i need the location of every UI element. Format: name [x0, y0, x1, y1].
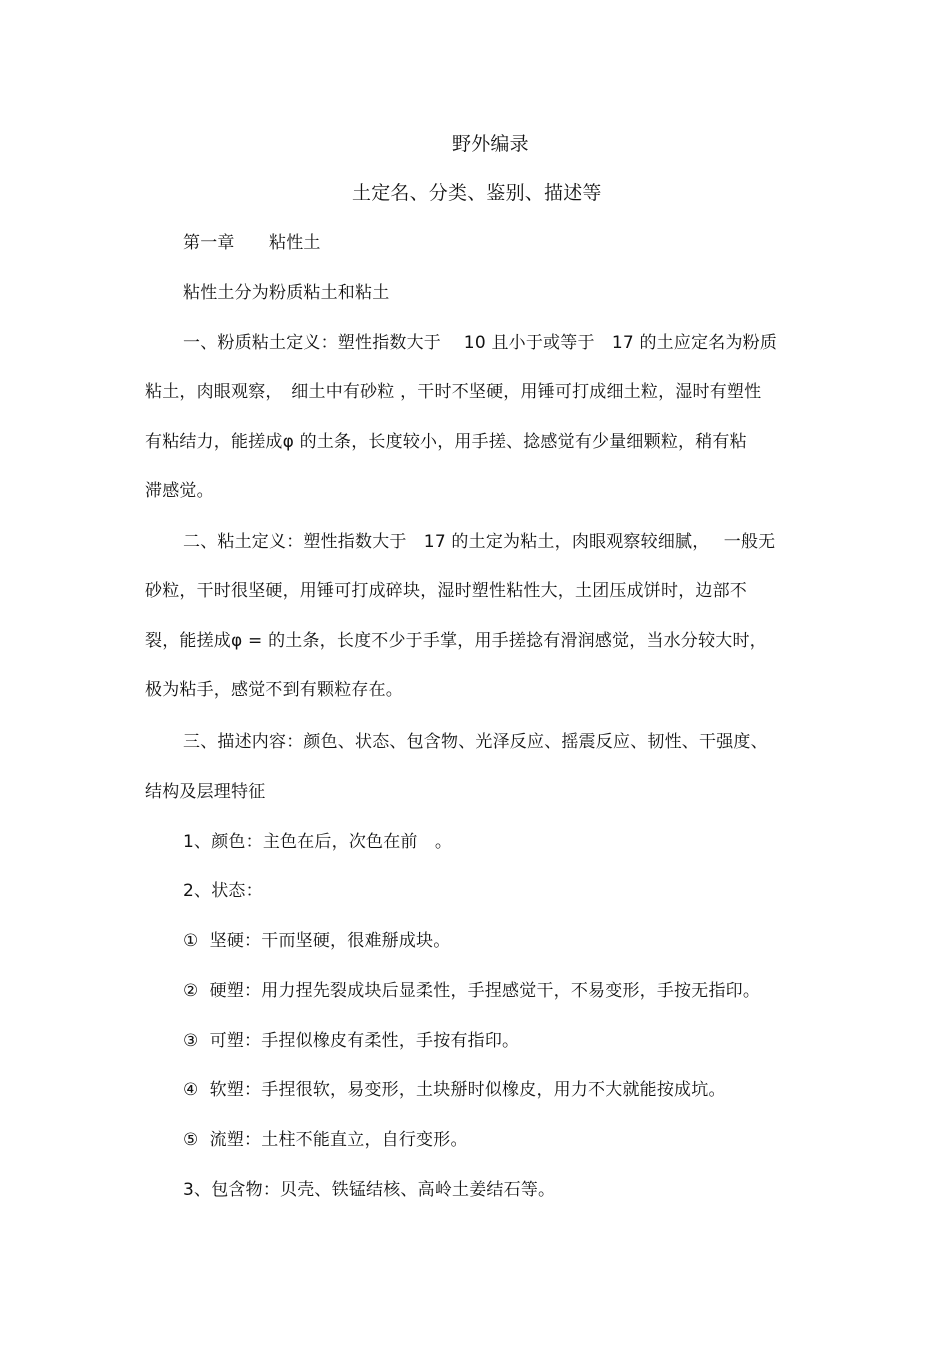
intro-line: 粘性土分为粉质粘土和粘土 — [183, 283, 390, 303]
text-line: ⑤ 流塑：土柱不能直立，自行变形。 — [183, 1130, 468, 1150]
text-line: 砂粒，干时很坚硬，用锤可打成碎块，湿时塑性粘性大，土团压成饼时，边部不 — [145, 581, 747, 601]
text-line: 3、包含物：贝壳、铁锰结核、高岭土姜结石等。 — [183, 1180, 556, 1200]
text-line: 二、粘土定义：塑性指数大于 17 的土定为粘土，肉眼观察较细腻， 一般无 — [183, 532, 776, 552]
text-line: 裂，能搓成φ = 的土条，长度不少于手掌，用手搓捻有滑润感觉，当水分较大时， — [145, 631, 767, 651]
text-line: ② 硬塑：用力捏先裂成块后显柔性，手捏感觉干，不易变形，手按无指印。 — [183, 981, 761, 1001]
text-line: 有粘结力，能搓成φ 的土条，长度较小，用手搓、捻感觉有少量细颗粒，稍有粘 — [145, 432, 747, 452]
text-line: 粘土，肉眼观察， 细土中有砂粒 ，干时不坚硬，用锤可打成细土粒，湿时有塑性 — [145, 382, 762, 402]
document-subtitle: 土定名、分类、鉴别、描述等 — [352, 182, 602, 204]
text-line: 一、粉质粘土定义：塑性指数大于 10 且小于或等于 17 的土应定名为粉质 — [183, 333, 778, 353]
text-line: 结构及层理特征 — [145, 782, 266, 802]
text-line: ④ 软塑：手捏很软，易变形，土块掰时似橡皮，用力不大就能按成坑。 — [183, 1080, 726, 1100]
text-line: 三、描述内容：颜色、状态、包含物、光泽反应、摇震反应、韧性、干强度、 — [183, 732, 768, 752]
text-line: ① 坚硬：干而坚硬，很难掰成块。 — [183, 931, 451, 951]
text-line: ③ 可塑：手捏似橡皮有柔性，手按有指印。 — [183, 1031, 520, 1051]
document-title: 野外编录 — [452, 133, 529, 155]
text-line: 滞感觉。 — [145, 481, 214, 501]
text-line: 极为粘手，感觉不到有颗粒存在。 — [145, 680, 403, 700]
text-line: 2、状态： — [183, 881, 263, 901]
text-line: 1、颜色：主色在后，次色在前 。 — [183, 832, 453, 852]
chapter-heading: 第一章 粘性土 — [183, 233, 321, 253]
